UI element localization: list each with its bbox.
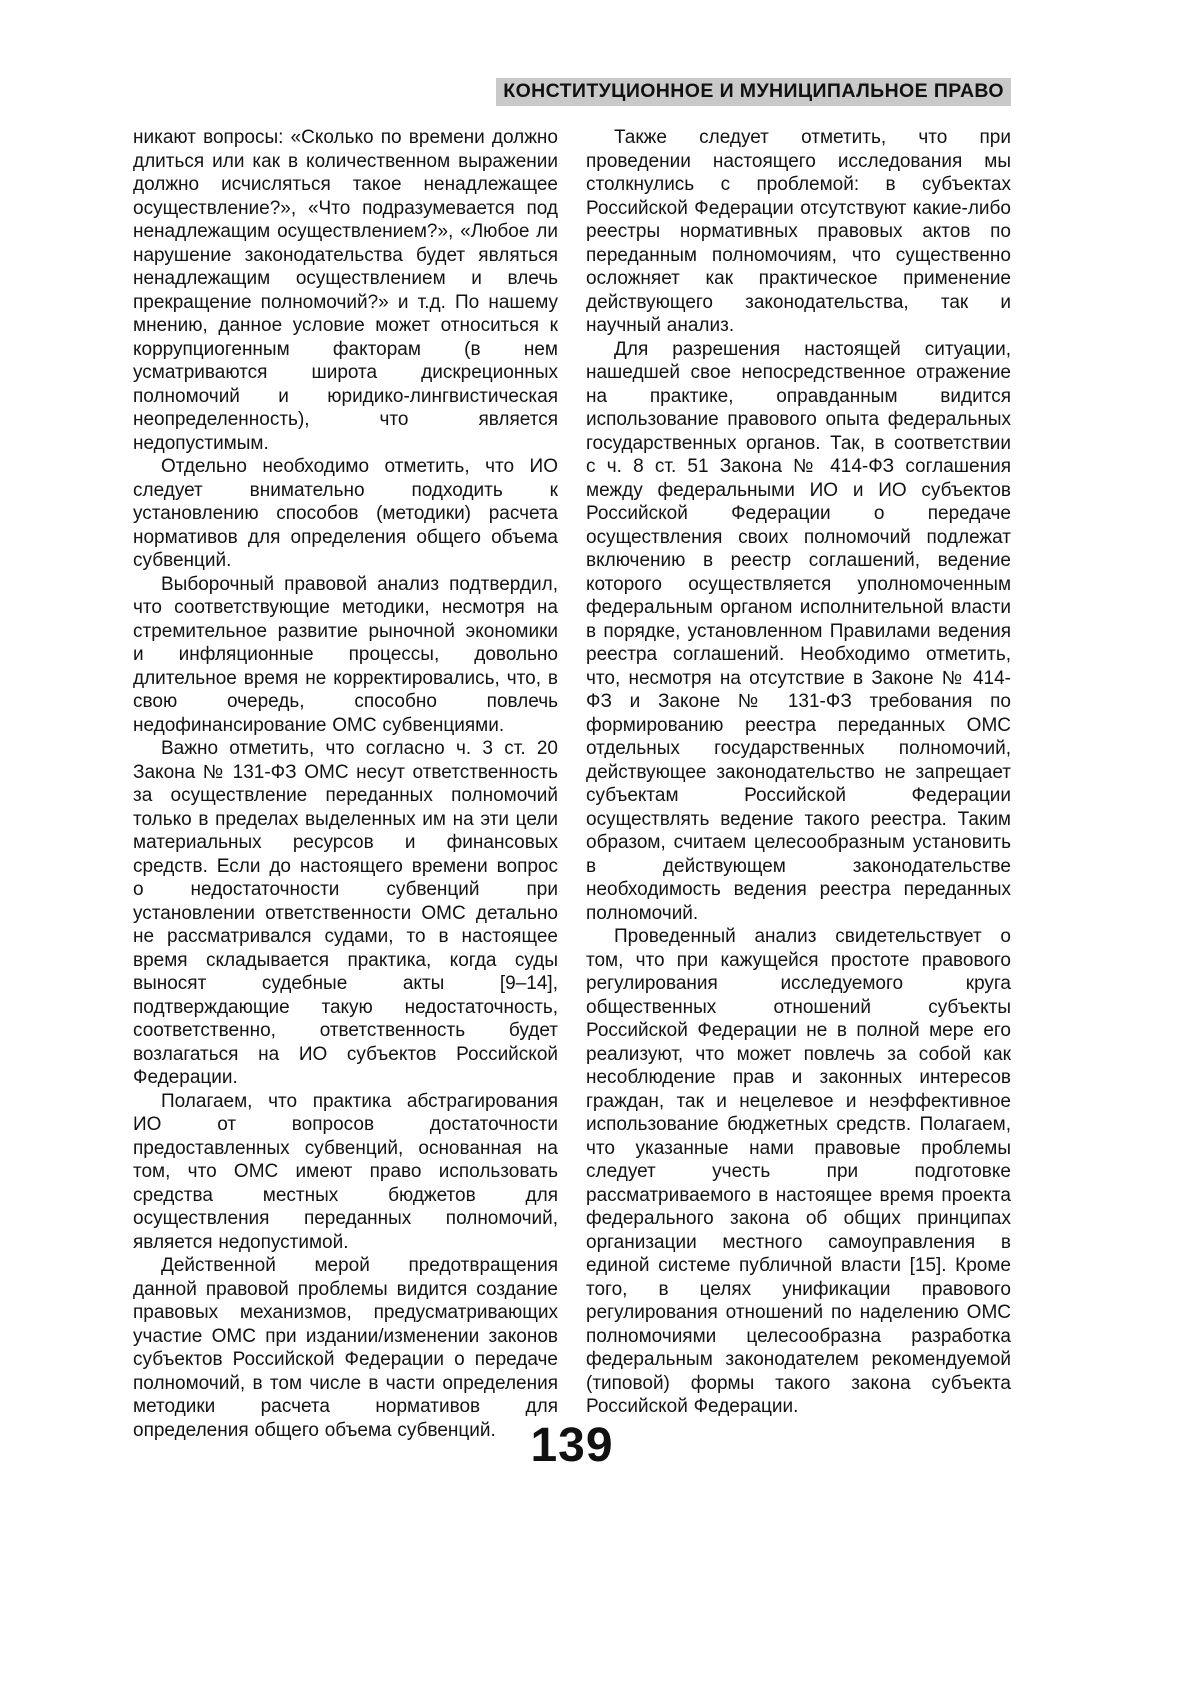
paragraph: Полагаем, что практика абстрагирования ИО от вопросов достаточности предоставленных субвенций, основанная на том, что ОМС имеют право использовать средства местных бюджетов для осуществления переданных полномочий, является недопустимой. [133,1090,558,1253]
paragraph: Для разрешения настоящей ситуации, нашедшей свое непосредственное отражение на практике, оправданным видится использование правового опыта федеральных государственных органов. Так, в соответствии с ч. 8 ст. 51 Закона № 414-ФЗ соглашения между федеральными ИО и ИО субъектов Российской Федерации о передаче осуществления своих полномочий подлежат включению в реестр соглашений, ведение которого осуществляется уполномоченным федеральным органом исполнительной власти в порядке, установленном Правилами ведения реестра соглашений. Необходимо отметить, что, несмотря на отсутствие в Законе № 414-ФЗ и Законе № 131-ФЗ требования по формированию реестра переданных ОМС отдельных государственных полномочий, действующее законодательство не запрещает субъектам Российской Федерации осуществлять ведение такого реестра. Таким образом, считаем целесообразным установить в действующем законодательстве необходимость ведения реестра переданных полномочий. [586,338,1011,924]
paragraph: Выборочный правовой анализ подтвердил, что соответствующие методики, несмотря на стремительное развитие рыночной экономики и инфляционные процессы, довольно длительное время не корректировались, что, в свою очередь, способно повлечь недофинансирование ОМС субвенциями. [133,573,558,736]
left-column [133,126,558,1442]
paragraph: Действенной мерой предотвращения данной правовой проблемы видится создание правовых механизмов, предусматривающих участие ОМС при издании/изменении законов субъектов Российской Федерации о передаче полномочий, в том числе в части определения методики расчета нормативов для определения общего объема субвенций. [133,1255,558,1441]
paragraph: Проведенный анализ свидетельствует о том, что при кажущейся простоте правового регулирования исследуемого круга общественных отношений субъекты Российской Федерации не в полной мере его реализуют, что может повлечь за собой как несоблюдение прав и законных интересов граждан, так и нецелевое и неэффективное использование бюджетных средств. Полагаем, что указанные нами правовые проблемы следует учесть при подготовке рассматриваемого в настоящее время проекта федерального закона об общих принципах организации местного самоуправления в единой системе публичной власти [15]. Кроме того, в целях унификации правового регулирования отношений по наделению ОМС полномочиями целесообразна разработка федеральным законодателем рекомендуемой (типовой) формы такого закона субъекта Российской Федерации. [586,926,1011,1417]
paragraph: Также следует отметить, что при проведении настоящего исследования мы столкнулись с проблемой: в субъектах Российской Федерации отсутствуют какие-либо реестры нормативных правовых актов по переданным полномочиям, что существенно осложняет как практическое применение действующего законодательства, так и научный анализ. [586,127,1011,336]
right-column [586,126,1011,1419]
running-head [133,78,1011,106]
paragraph: никают вопросы: «Сколько по времени должно длиться или как в количественном выражении должно исчисляться такое ненадлежащее осуществление?», «Что подразумевается под ненадлежащим осуществлением?», «Любое ли нарушение законодательства будет являться ненадлежащим осуществлением и влечь прекращение полномочий?» и т.д. По нашему мнению, данное условие может относиться к коррупциогенным факторам (в нем усматриваются широта дискреционных полномочий и юридико-лингвистическая неопределенность), что является недопустимым. [133,127,558,454]
page-number: 139 [530,1419,614,1472]
page-content [133,78,1011,1442]
paragraph: Важно отметить, что согласно ч. 3 ст. 20 Закона № 131-ФЗ ОМС несут ответственность за осуществление переданных полномочий только в пределах выделенных им на эти цели материальных ресурсов и финансовых средств. Если до настоящего времени вопрос о недостаточности субвенций при установлении ответственности ОМС детально не рассматривался судами, то в настоящее время складывается практика, когда суды выносят судебные акты [9–14], подтверждающие такую недостаточность, соответственно, ответственность будет возлагаться на ИО субъектов Российской Федерации. [133,738,558,1088]
section-header: КОНСТИТУЦИОННОЕ И МУНИЦИПАЛЬНОЕ ПРАВО [496,78,1011,106]
text-columns [133,126,1011,1442]
paragraph: Отдельно необходимо отметить, что ИО следует внимательно подходить к установлению способов (методики) расчета нормативов для определения общего объема субвенций. [133,456,558,571]
